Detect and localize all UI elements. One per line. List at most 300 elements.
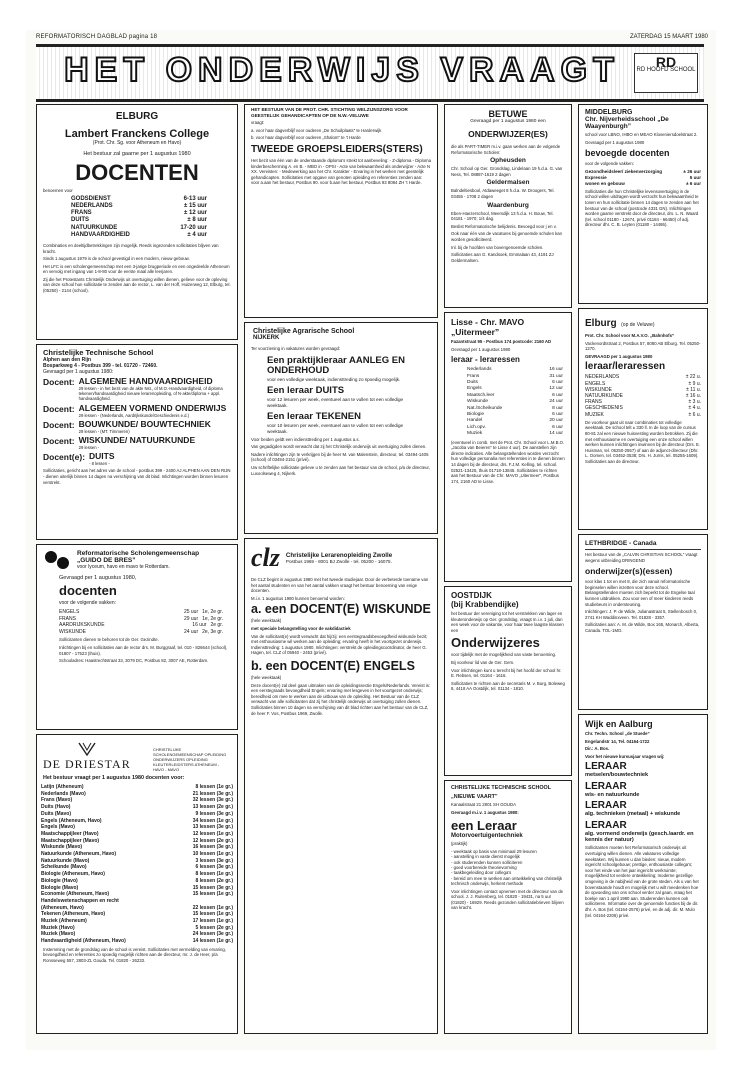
table-cell: AARDRIJKSKUNDE bbox=[59, 622, 105, 629]
location-b: b. voor haar dagverblijf voor ouderen „Shalom” te 't Harde bbox=[251, 135, 361, 141]
intro: De CLZ begint in augustus 1980 met het tweede studiejaar. Door de verbeterde toename van het aantal studenten en van het aantal vakken vraagt het bestuur benoeming van enige docenten. bbox=[251, 577, 429, 594]
table-row bbox=[41, 938, 233, 945]
position-b: b. een DOCENT(E) ENGELS bbox=[251, 658, 415, 673]
list-item: - bereid om mee te werken aan ontwikkeling van christelijk technisch onderwijs, herkent methode bbox=[451, 875, 563, 887]
table-cell: Nat./Scheikunde bbox=[467, 405, 503, 411]
table-row bbox=[41, 864, 233, 871]
ad-welzijnszorg bbox=[244, 104, 438, 318]
footer: Sollicitaties, gericht aan het adres van de school - postbus 399 - 2400 AJ ALPHEN AAN DEN RIJN - dienen uiterlijk binnen 14 dagen na verschijning van dit blad. Inlichtingen worden binnen lesuren verstrekt. bbox=[43, 468, 231, 485]
head: HET BESTUUR VAN DE PROT. CHR. STICHTING WELZIJNSZORG VOOR GEESTELIJK GEHANDICAPTEN OP DE N.W.-VELUWE bbox=[251, 107, 408, 118]
ad-title: een Leraar bbox=[451, 818, 517, 834]
docent-label: Docent: bbox=[43, 419, 75, 430]
list-item bbox=[43, 404, 231, 418]
table-cell: Latijn (Atheneum) bbox=[41, 784, 84, 790]
subjects-table bbox=[585, 374, 701, 417]
list-item: - taakbegeleiding door collega's bbox=[451, 870, 512, 876]
list-item bbox=[43, 377, 231, 402]
docent-body bbox=[79, 436, 195, 450]
table-row bbox=[41, 838, 233, 845]
ad-agrarische-nijkerk bbox=[244, 322, 438, 534]
docent-body bbox=[89, 452, 115, 466]
p3: Nadere inlichtingen zijn te verkrijgen bij de heer M. van Malenstein, directeur, tel. 03494-1405 (school) of 03494-2151 (privé). bbox=[251, 451, 429, 463]
ad-title: TWEEDE GROEPSLEIDERS(STERS) bbox=[251, 143, 423, 155]
table-cell: 6 uur bbox=[552, 412, 563, 418]
table-cell: Gezondheidsleer/ ziekenverzorging bbox=[585, 168, 663, 174]
driestar-tagline: CHRISTELIJKE SCHOLENGEMEENSCHAP OPLEIDING ONDERWIJZERS OPLEIDING KLEUTERLEIDSTERS ATHENEUM - HAVO - MAVO bbox=[153, 747, 227, 772]
p2: Van gegadigden wordt verwacht dat zij het Christelijk onderwijs uit overtuiging zullen dienen. bbox=[251, 444, 427, 450]
school-name: CHRISTELIJKE TECHNISCHE SCHOOL bbox=[451, 785, 552, 791]
table-cell: 16 uur bbox=[192, 622, 207, 629]
position-title: LERAAR bbox=[585, 800, 627, 812]
table-cell: ± 15 uur bbox=[184, 202, 207, 209]
p3: Inl. bij de hoofden van bovengenoemde scholen. bbox=[451, 244, 544, 250]
table-cell: 32 lessen (3e gr.) bbox=[192, 797, 233, 804]
place: Alphen aan den Rijn bbox=[43, 357, 92, 363]
table-row bbox=[59, 609, 223, 616]
p3: Inlichtingen: J. P. de Wilde, Julianastraat 5, Stellenbosch 0, 2741 KH Waddinxveen. Tel. 01828 - 3357. bbox=[585, 609, 698, 620]
place: Wijk en Aalburg bbox=[585, 719, 653, 729]
ad-cts-gouda bbox=[444, 780, 572, 1034]
subjects-table bbox=[467, 367, 563, 437]
table-cell: Handelswetenschappen en recht bbox=[41, 897, 119, 904]
table-cell: NEDERLANDS bbox=[71, 202, 113, 209]
table-cell: Nederlands (Mavo) bbox=[41, 790, 86, 797]
table-cell: 14 uur bbox=[549, 431, 563, 437]
table-cell: wonen en gebouw bbox=[585, 180, 625, 186]
page-header-left: REFORMATORISCH DAGBLAD pagina 18 bbox=[36, 34, 158, 40]
p4: Sollicitaties aan: A. M. de Wilde, Box 165, Monarch, Alberta, Canada. TOL-1MO. bbox=[585, 622, 700, 633]
ad-lethbridge bbox=[578, 534, 708, 710]
ad-wijk-en-aalburg bbox=[578, 714, 708, 1034]
ad-title: docenten bbox=[59, 583, 117, 598]
place: BETUWE bbox=[488, 109, 528, 119]
table-row bbox=[41, 784, 233, 791]
table-cell: Frans (Mavo) bbox=[41, 797, 73, 804]
need: Gevraagd m.i.v. 1 augustus 1980: bbox=[451, 809, 519, 815]
banner-title: HET ONDERWIJS VRAAGT bbox=[64, 51, 620, 89]
table-cell: Biologie (Havo) bbox=[41, 877, 78, 884]
table-cell: FRANS bbox=[585, 399, 602, 406]
need: Gevraagd per 1 augustus 1980 bbox=[451, 346, 511, 352]
ad-cts-alphen bbox=[36, 344, 238, 540]
place: MIDDELBURG bbox=[585, 109, 633, 116]
table-cell: Maatschappijleer (Havo) bbox=[41, 830, 99, 837]
ad-title: Onderwijzeres bbox=[451, 635, 540, 651]
ad-de-driestar bbox=[36, 734, 238, 1034]
table-row bbox=[71, 196, 207, 203]
need: Gevraagd per 1 augustus 1980, bbox=[59, 575, 137, 581]
lessons-table bbox=[41, 784, 233, 945]
when: M.i.v. 1 augustus 1980 kunnen benoemd worden: bbox=[251, 595, 345, 601]
docent-body bbox=[79, 404, 227, 418]
docent-label: Docent: bbox=[43, 403, 75, 414]
table-cell: 8 lessen (2e gr.) bbox=[195, 877, 233, 884]
table-cell: ± 9 u. bbox=[688, 380, 701, 387]
position-title: Een leraar DUITS bbox=[267, 385, 345, 397]
p1: Voor beiden geldt een indiensttreding per 1 augustus a.s. bbox=[251, 436, 360, 442]
address: Bosparkweg 4 - Postbus 399 - tel. 01720 - 72460. bbox=[43, 363, 158, 369]
footer: Instemming met de grondslag van de school is vereist. Sollicitaties met vermelding van ervaring, bevoegdheid en referenties zo spoedig mogelijk richten aan de directeur, mr. J. de Heer, p/a Ronsseweg 557, 2803-ZL Gouda. Tel. 01820 - 26233. bbox=[43, 946, 226, 964]
need: Het bestuur vraagt per 1 augustus 1980 docenten voor: bbox=[43, 775, 185, 781]
docent-note: 29 lessen - in het bezit van de akte Nst., of M.O.-Handvaardigheid, of diploma tekenen/handvaardigheid nieuwe lerarenopleiding, of N-akte/diploma + appl. handvaardigheid. bbox=[78, 386, 223, 402]
body: (eventueel in comb. met de Prot. Chr. School voor L.M.B.O. „Jacoba van Beieren” te Lisse 4 uur). De aanstellen zijn directe indicaties. Alle belangstellenden worden verzocht hun volledige personalia met referenties in te dienen binnen 14 dagen bij de directeur, drs. F.J.M. Kelling, tel. school. 02521-13425, thuis 01718-13845. Sollicitaties te richten aan het Bestuur van de Chr. MAVO „Uitermeer”, Postbus 174, 2160 AD te Lisse. bbox=[451, 439, 565, 484]
table-cell: Maatsch.leer bbox=[467, 392, 495, 398]
school-1-text: Chr. School op Ger. Grondslag, Lindelaan 19 h.d.a. G. van Ness, Tel. 08887-1619 2 dagen bbox=[451, 166, 563, 177]
table-cell: 5 lessen (2e gr.) bbox=[195, 924, 233, 931]
ad-middelburg bbox=[578, 104, 708, 304]
ad-oostdijk bbox=[444, 586, 572, 776]
ad-title: bevoegde docenten bbox=[585, 148, 670, 159]
docent-subject: DUITS bbox=[89, 451, 115, 462]
table-cell: Duits (Mavo) bbox=[41, 810, 71, 817]
table-row bbox=[41, 911, 233, 918]
lead: voor de volgende vakken: bbox=[59, 600, 116, 606]
table-cell: 6 lessen (3e gr.) bbox=[195, 864, 233, 871]
table-cell: ± 6 uur bbox=[685, 180, 701, 186]
list-item bbox=[43, 452, 231, 466]
docent-label: Docent: bbox=[43, 436, 75, 447]
body: Sollicitanten moeten het Reformatorisch onderwijs uit overtuiging willen dienen. Alle vakatures volledige weektaken. Wij kunnen u dan bieden: nieuw, modern ingericht schoolgebouw; prettige, enthousiaste collega's; voor het einde van het jaar ingericht werkruimte; mogelijkheid tot verdere ontwikkeling; moderne gezellige omgeving in de nabijheid van de grote steden. Als u van het bovenstaande houdt en mogelijk met u wilt meedenken hoe de opvoeding van ons school verder zal gaan, vraag het boekje van 1 april 1980 aan. Studerenden kunnen ook solliciteren. Informatie over de genoemde functies bij de dir. dhr. A. Bos (tel. 04164-2576) privé, en de adj. dir. M. Mulo (tel. 04164-2206) privé. bbox=[585, 845, 699, 918]
table-cell: WISKUNDE bbox=[59, 628, 86, 635]
school-sub: (Prot. Chr. Sg. voor Atheneum en Havo) bbox=[92, 140, 182, 146]
table-cell: 3 lessen (3e gr.) bbox=[195, 857, 233, 864]
table-cell: Nederlands bbox=[467, 367, 492, 373]
table-cell: Natuurkunde (Mavo) bbox=[41, 857, 90, 864]
table-cell: 12 lessen (1e gr.) bbox=[192, 830, 233, 837]
table-cell: Engels bbox=[467, 386, 482, 392]
docent-note: 29 lessen - (MT. Timmeren) bbox=[78, 428, 130, 434]
position-subject: wis- en natuurkunde bbox=[585, 791, 640, 798]
driestar-logo-icon bbox=[77, 741, 97, 757]
table-cell: (Atheneum, Havo) bbox=[41, 904, 84, 911]
page-header-right: ZATERDAG 15 MAART 1980 bbox=[629, 34, 708, 40]
table-cell: Duits (Havo) bbox=[41, 804, 71, 811]
lead: die als PART-TIMER m.i.v. gaan werken aan de volgende Reformatorische Scholen: bbox=[451, 144, 561, 155]
table-row bbox=[585, 412, 701, 418]
p3: Het LFC is een scholengemeenschap met een 3-jarige brugperiode en een ongedeelde Atheneum en vervolg met ingang van 1-8-80 voor de eerste maal alle leerjaren. bbox=[43, 263, 230, 275]
p1: Sollicitanten dienen te behoren tot de Ger. Gezindte. bbox=[59, 637, 159, 643]
table-cell: 31 uur bbox=[549, 373, 563, 379]
table-cell: 10 lessen (1e gr.) bbox=[192, 851, 233, 858]
list-item: - goed voorbereide theorievorming bbox=[451, 865, 517, 870]
list-item: - aanstelling in vaste dienst mogelijk bbox=[451, 854, 520, 860]
school-name: Chr. Nijverheidsschool „De Waayenburgh” bbox=[585, 116, 669, 130]
ad-betuwe bbox=[444, 104, 572, 308]
table-cell: 22 lessen (1e gr.) bbox=[192, 904, 233, 911]
position-title: Een praktijkleraar AANLEG EN ONDERHOUD bbox=[267, 354, 405, 376]
p2: Ook naar één van de vacatures bij genoemde scholen kan worden gesolliciteerd. bbox=[451, 231, 563, 242]
banner bbox=[36, 44, 704, 102]
position-a-sub: (hele weektaak) bbox=[251, 618, 282, 624]
table-cell: ± 12 uur bbox=[184, 210, 207, 217]
position: leraar - leraressen bbox=[451, 355, 520, 365]
sub: voor lyceum, havo en mavo te Rotterdam. bbox=[77, 564, 170, 570]
table-cell: 20 uur bbox=[549, 418, 563, 424]
list-item: - weektaak op basis van minimaal 29 lesuren bbox=[451, 848, 537, 854]
table-cell: ENGELS bbox=[585, 380, 606, 387]
banner-logo: RD RD HOOFD SCHOOL bbox=[634, 53, 698, 93]
table-cell: 12 uur bbox=[549, 386, 563, 392]
ad-title: ONDERWIJZER(ES) bbox=[468, 129, 548, 139]
table-cell: Economie (Atheneum, Havo) bbox=[41, 891, 110, 898]
position-subject: alg. vormend onderwijs (gesch./aardr. en kennis der natuur) bbox=[585, 830, 694, 843]
table-cell: Engels (Mavo) bbox=[41, 824, 75, 831]
table-cell: Frans bbox=[467, 373, 480, 379]
p4: Uw schriftelijke sollicitatie gelieve u te zenden aan het bestuur van de school, p/a de directeur, Luxoolseweg 4, Nijkerk. bbox=[251, 464, 430, 476]
table-cell: Engels (Atheneum, Havo) bbox=[41, 817, 102, 824]
sub: school voor LBNO, IHBO en MEAO Kloveniersdoelstraat 2. bbox=[585, 132, 698, 137]
table-cell: 6 uur bbox=[552, 380, 563, 385]
table-row bbox=[41, 824, 233, 831]
ad-title: DOCENTEN bbox=[75, 160, 199, 185]
p3: Bij voorkeur lid van de Ger. Gem. bbox=[451, 659, 515, 665]
location-a: a. voor haar dagverblijf voor ouderen „De Schuilplaats” te Harderwijk bbox=[251, 127, 382, 133]
docent-note: 29 lessen - (Nederlands, Aardrijkskunde/Geschiedenis e.d.) bbox=[78, 412, 189, 418]
table-cell: 1e, 2e gr. bbox=[202, 609, 223, 615]
list-item bbox=[43, 436, 231, 450]
table-row bbox=[41, 925, 233, 932]
table-row bbox=[41, 905, 233, 912]
p3: Schooladres: Haastrechtstraat 33, 3079 DC, Postbus 82, 3007 AE, Rotterdam. bbox=[59, 658, 209, 664]
ad-place: ELBURG bbox=[115, 111, 159, 122]
table-cell: 16 uur bbox=[549, 367, 563, 373]
position-text: voor 10 lesuren per week, eventueel aan te vullen tot een volledige weektaak. bbox=[267, 423, 404, 434]
school-title: „NIEUWE VAART” bbox=[451, 794, 498, 800]
table-cell: Duits bbox=[467, 380, 478, 385]
tag: (op de Veluwe) bbox=[621, 322, 655, 328]
table-row bbox=[41, 891, 233, 898]
guido-logo-icon bbox=[43, 549, 73, 571]
school-name: Christelijke Technische School bbox=[43, 348, 154, 357]
table-cell: 24 uur bbox=[183, 628, 199, 635]
subjects-table bbox=[59, 609, 223, 635]
table-cell: Expressie bbox=[585, 174, 607, 180]
table-row bbox=[41, 885, 233, 892]
table-row bbox=[585, 181, 701, 187]
table-row bbox=[41, 811, 233, 818]
school-name: Prot. Chr. School voor M.A.V.O. „Bahnhofs” bbox=[585, 333, 675, 338]
table-cell: 6 uur bbox=[552, 392, 563, 398]
position: onderwijzer(s)(essen) bbox=[585, 566, 673, 577]
table-cell: Lich.opv. bbox=[467, 424, 486, 430]
table-cell: 12 lessen (2e gr.) bbox=[192, 837, 233, 844]
p2: voor klas 1 tot en met 8, die zich vanuit reformatorische beginselen willen inzetten voor deze school. Belangstellenden moeten zich beperkt tot de Engelse taal kunnen uitdrukken. Zou voor een of meer kinderen reeds studiebeurs in ondersteuning. bbox=[585, 579, 695, 607]
table-row bbox=[41, 844, 233, 851]
school-name: Reformatorische Scholengemeenschap bbox=[77, 550, 200, 557]
table-row bbox=[71, 203, 207, 210]
table-row bbox=[41, 851, 233, 858]
position-a-text: Van de sollicitant(e) wordt verwacht dat hij/zij: een eerstegraadsbevoegdheid wiskunde bezit; met enthousiasme wil werken aan de opleiding; ervaring heeft in het voortgezet onderwijs. Indiensttreding: 1 augustus 1980. Inlichtingen: verstrekt de opleidingscoördinator, de heer G. Hagen, tel. CLZ of 05940 - 2453 (privé). bbox=[251, 633, 428, 656]
bullet-list bbox=[445, 849, 571, 887]
p1: Combinaties en deeltijdbetrekkingen zijn mogelijk. Reeds ingezonden sollicitaties blijven van kracht. bbox=[43, 242, 219, 254]
table-row bbox=[41, 831, 233, 838]
position-title: LERAAR bbox=[585, 761, 627, 773]
place: OOSTDIJK bbox=[451, 591, 492, 600]
table-cell: WISKUNDE bbox=[585, 386, 612, 393]
table-row bbox=[41, 791, 233, 798]
table-row bbox=[41, 871, 233, 878]
school-2-text: Balndeltiesbool, Atdaweeget 8 h.d.a. W. Droogers, Tel. 03455 - 1708 2 dagen bbox=[451, 188, 555, 199]
table-row bbox=[59, 629, 223, 636]
table-cell: 25 uur bbox=[183, 609, 199, 615]
p2: Sinds 1 augustus 1979 is de school gevestigd in een modern, nieuw gebouw. bbox=[43, 256, 190, 262]
address: Engelandstr 14, Tel. 04164-1722 bbox=[585, 738, 650, 744]
table-cell: 15 lessen (3e gr.) bbox=[192, 884, 233, 891]
table-cell: FRANS bbox=[71, 210, 92, 217]
school-3: Waardenburg bbox=[487, 201, 529, 209]
place: NIJKERK bbox=[253, 335, 280, 341]
school-1: Opheusden bbox=[490, 157, 526, 165]
table-cell: 16 lessen (3e gr.) bbox=[192, 844, 233, 851]
table-cell: Muziek (Atheneum) bbox=[41, 918, 87, 925]
ad-lisse-mavo bbox=[444, 312, 572, 582]
table-row bbox=[41, 797, 233, 804]
table-row bbox=[71, 210, 207, 217]
position-title: LERAAR bbox=[585, 819, 627, 831]
table-cell: 24 lessen (3e gr.) bbox=[192, 931, 233, 938]
ad-clz-zwolle bbox=[244, 538, 438, 1034]
table-cell: 6 uur bbox=[552, 424, 563, 430]
table-row bbox=[467, 431, 563, 437]
table-cell: MUZIEK bbox=[585, 411, 604, 418]
address: Kanaalstraat 21 2801 SH GOUDA bbox=[451, 802, 516, 807]
ad-title: LETHBRIDGE - Canada bbox=[585, 540, 701, 550]
clz-logo: clz bbox=[251, 543, 280, 572]
table-cell: 8 lessen (1e gr.) bbox=[195, 871, 233, 878]
ad-guido-de-bres bbox=[36, 544, 238, 730]
table-cell: Biologie (Mavo) bbox=[41, 884, 79, 891]
table-cell: Biologie (Atheneum, Havo) bbox=[41, 871, 105, 878]
table-cell: 29 uur bbox=[183, 615, 199, 622]
table-row bbox=[41, 898, 233, 905]
position-b-text: Deze docent(e) zal deel gaan uitmaken van de opleidingssectie Engels/Nederlands. Vereist is: een eerstegraads bevoegdheid Engels; ervaring met lesgeven in het voortgezet onderwijs; bereidheid om mee te werken aan de uitbouw van de opleiding. Het Bestuur van de CLZ verwacht van alle sollicitanten dat zij het christelijk onderwijs uit overtuiging zullen dienen. Sollicitaties binnen 10 dagen na verschijning van dit blad richten aan het bestuur van de CLZ, de heer F. Vos, Postbus 1969, Zwolle. bbox=[251, 682, 431, 716]
subject: Motorvoertuigentechniek bbox=[451, 833, 523, 840]
position-text: voor een volledige weektaak, indiensttreding zo spoedig mogelijk. bbox=[267, 376, 401, 382]
table-cell: Maatschappijleer (Mavo) bbox=[41, 837, 100, 844]
position-title: Een leraar TEKENEN bbox=[267, 411, 361, 423]
position-a: a. een DOCENT(E) WISKUNDE bbox=[251, 602, 431, 617]
director: Dir.: A. Bos. bbox=[585, 746, 610, 752]
table-cell: 1e, 2e gr. bbox=[202, 615, 223, 622]
p1: Het bestuur van de „CALVIN CHRISTIAN SCHOOL” vraagt wegens uitbreiding DRINGEND bbox=[585, 552, 698, 563]
p4: Sollicitaties aan G. Kandsoek, Emmalaan 43, 4191 ZJ Geldermalsen. bbox=[451, 252, 554, 263]
table-cell: 17 lessen (1e gr.) bbox=[192, 918, 233, 925]
subjects-table bbox=[585, 169, 701, 187]
table-cell: FRANS bbox=[59, 615, 76, 622]
table-cell: 21 lessen (3e gr.) bbox=[192, 790, 233, 797]
school-name: Lambert Franckens College bbox=[64, 128, 210, 140]
school-name: Christelijke Agrarische School bbox=[253, 328, 355, 335]
table-cell: HANDVAARDIGHEID bbox=[71, 231, 130, 238]
table-cell: 2e gr. bbox=[210, 622, 223, 629]
table-cell: ± 11 u. bbox=[686, 386, 701, 393]
table-cell: ENGELS bbox=[59, 609, 80, 615]
p1: Beslist Reformatorische belijdenis. Bevoegd voor j en v. bbox=[451, 223, 557, 229]
docent-label: Docent(e): bbox=[43, 452, 86, 463]
docent-note: - 8 lessen - bbox=[89, 461, 110, 467]
school-2: Geldermalsen bbox=[486, 179, 530, 187]
table-cell: NATUURKUNDE bbox=[71, 224, 118, 231]
table-row bbox=[71, 232, 207, 239]
table-row bbox=[41, 818, 233, 825]
school-3-text: Eben-Haezerschool, Meersdijk 13 h.d.a. H. Bouw, Tel. 04181 - 1970; 1/4 dag. bbox=[451, 210, 554, 222]
table-cell: Wiskunde (Mavo) bbox=[41, 844, 83, 851]
docent-label: Docent: bbox=[43, 377, 75, 387]
school-title: „GUIDO DE BRES” bbox=[77, 557, 136, 564]
lead: benoemen voor bbox=[43, 188, 73, 194]
table-cell: Muziek bbox=[467, 431, 483, 437]
positions-list bbox=[579, 762, 707, 843]
table-cell: 5 uur bbox=[689, 174, 701, 180]
need: GEVRAAGD per 1 augustus 1980 bbox=[585, 353, 653, 359]
ad-title: leraar/leraressen bbox=[585, 361, 666, 373]
table-cell: 2e, 3e gr. bbox=[202, 628, 223, 635]
table-cell: ± 6 u. bbox=[688, 411, 701, 418]
docent-subject: ALGEMEEN VORMEND ONDERWIJS bbox=[78, 402, 227, 413]
table-cell: 8 uur bbox=[552, 405, 563, 411]
docent-subject: BOUWKUNDE/ BOUWTECHNIEK bbox=[78, 418, 211, 429]
table-row bbox=[59, 622, 223, 629]
body: Het bezit van één van de onderstaande diploma's strekt tot aanbeveling: - Z-diploma - Diploma kinderbescherming A. en B. - MBO in - OPSI - Acte van bekwaamheid als onderwijzer - Acte N XX. Vereisten: - Medewerking aan het Chr. Karakter - Ervaring in het werken met geestelijk gehandicapten. Sollicitaties met opgave van genoten opleiding en referenties zenden aan: voor a.aan het bestuur, Postbus 90. voor b.aan het bestuur, Postbus 93 8084 ZH 't Harde. bbox=[251, 157, 431, 186]
lead: Ter voorziening in vakatures worden gevraagd: bbox=[251, 346, 341, 351]
ad-elburg-mavo bbox=[578, 308, 708, 530]
table-cell: ± 26 uur bbox=[683, 168, 701, 174]
need: Voor het nieuwe kursusjaar vragen wij: bbox=[585, 753, 665, 759]
ad-elburg-lambert bbox=[36, 104, 238, 340]
list-item bbox=[43, 420, 231, 434]
p5: Sollicitaties te richten aan de secretaris M. v. Burg, Boleweg 8, 4418 AA Oostdijk, tel. 01134 - 1810. bbox=[451, 680, 565, 692]
table-cell: Tekenen (Atheneum, Havo) bbox=[41, 911, 106, 918]
position-subject: alg. technieken (metaal) + wiskunde bbox=[585, 811, 681, 818]
docent-body bbox=[79, 420, 211, 434]
school-name: Christelijke Lerarenopleiding Zwolle bbox=[285, 552, 393, 559]
ad-title: Lisse - Chr. MAVO „Uitermeer” bbox=[451, 317, 525, 337]
body: Sollicitaties die hun Christelijke levensovertuiging in de school willen uitdragen wordt verzocht hun bekwaamheid te tonen en hun sollicitatie binnen 14 dagen te zenden aan het bestuur van de school (postcode 4331 GN). Inlichtingen worden gaarne verstrekt door de directeur, drs. L. N. Waard (tel. school 01180 - 12674, privé 01184 - 66450) of adj. directeur dhr. C. B. Leyten (01180 - 14486). bbox=[585, 188, 699, 228]
table-cell: 13 lessen (2e gr.) bbox=[192, 804, 233, 811]
p1: het bestuur der vereniging tot het verstrekken van lager en kleuteronderwijs op Ger. grondslag, vraagt m.i.v. 1 juli, dan een week voor de vakantie, voor haar twee laagste klassen een bbox=[451, 611, 564, 633]
table-cell: GESCHIEDENIS bbox=[585, 405, 623, 412]
positions-list bbox=[245, 356, 437, 435]
table-row bbox=[41, 878, 233, 885]
subjects-list bbox=[71, 196, 207, 239]
address: Postbus 1969 - 8001 BJ Zwolle - tel. 05200 - 16075. bbox=[285, 559, 392, 564]
docent-body bbox=[79, 377, 231, 402]
table-cell: ± 4 uur bbox=[187, 231, 207, 238]
table-cell: 14 lessen (1e gr.) bbox=[192, 938, 233, 945]
table-row bbox=[41, 804, 233, 811]
vraagt: vraagt: bbox=[251, 120, 265, 126]
docent-subject: ALGEMENE HANDVAARDIGHEID bbox=[78, 376, 213, 386]
table-cell: 8 lessen (1e gr.) bbox=[195, 784, 233, 790]
position-text: voor 12 lesuren per week, eventueel aan te vullen tot een volledige weektaak. bbox=[267, 397, 404, 408]
body: Voor inlichtingen contact opnemen met de directeur van de school, J. J. Ruitenberg, tel. 01820 - 19431, na 5 uur (01820) - 16929. Reeds gezonden sollicitatiebrieven blijven van kracht. bbox=[451, 888, 564, 911]
table-cell: Muziek (Havo) bbox=[41, 924, 75, 931]
address: Fazantstraat 95 - Postbus 174 postcode: 2160 AD bbox=[451, 339, 552, 344]
table-cell: 9 lessen (3e gr.) bbox=[195, 810, 233, 817]
intro: Het bestuur zal gaarne per 1 augustus 1980 bbox=[83, 151, 191, 157]
table-row bbox=[59, 616, 223, 623]
table-cell: ± 4 u. bbox=[688, 405, 701, 412]
table-cell: Biologie bbox=[467, 412, 485, 418]
need: Gevraagd per 1 augustus 1980 bbox=[585, 139, 645, 145]
table-row bbox=[71, 217, 207, 224]
table-cell: ± 3 u. bbox=[688, 399, 701, 406]
table-cell: 17-20 uur bbox=[180, 224, 207, 231]
table-cell: Wiskunde bbox=[467, 399, 489, 405]
table-row bbox=[41, 918, 233, 925]
table-row bbox=[41, 858, 233, 865]
table-cell: DUITS bbox=[71, 217, 89, 224]
